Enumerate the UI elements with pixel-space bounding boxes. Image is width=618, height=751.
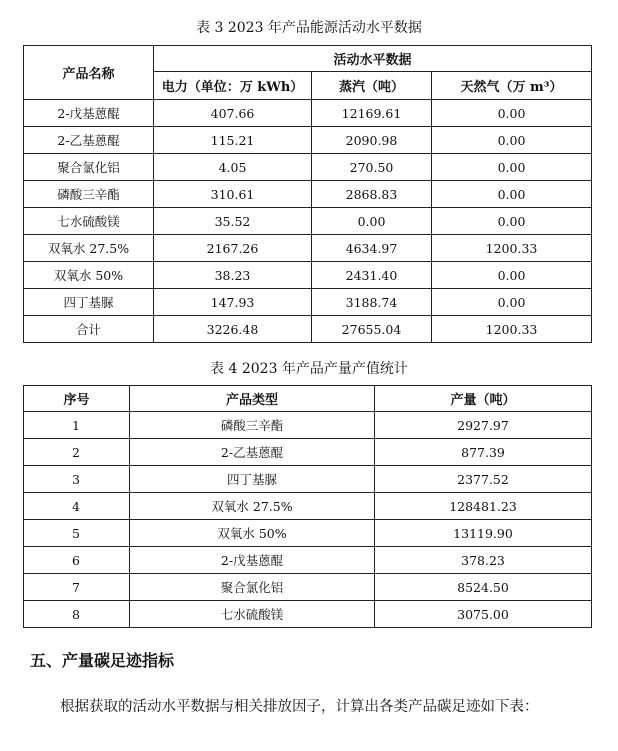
cell-output: 3075.00 <box>375 601 592 628</box>
body-paragraph: 根据获取的活动水平数据与相关排放因子，计算出各类产品碳足迹如下表： <box>60 699 539 715</box>
table-row <box>24 262 592 289</box>
table4-caption: 表 4 2023 年产品产量产值统计 <box>210 361 408 377</box>
cell-steam: 2431.40 <box>312 262 432 289</box>
cell-steam: 2090.98 <box>312 127 432 154</box>
cell-serial-no: 2 <box>24 439 130 466</box>
cell-electricity: 4.05 <box>154 154 312 181</box>
cell-product: 磷酸三辛酯 <box>24 181 154 208</box>
table-row <box>24 100 592 127</box>
cell-gas: 0.00 <box>432 262 592 289</box>
cell-product-type: 2-乙基蒽醌 <box>130 439 375 466</box>
cell-serial-no: 3 <box>24 466 130 493</box>
table-row <box>24 208 592 235</box>
cell-output: 8524.50 <box>375 574 592 601</box>
table4-output-stats <box>23 385 592 628</box>
table-row <box>24 547 592 574</box>
cell-gas: 0.00 <box>432 127 592 154</box>
cell-product: 2-乙基蒽醌 <box>24 127 154 154</box>
cell-output: 2377.52 <box>375 466 592 493</box>
cell-gas: 0.00 <box>432 181 592 208</box>
cell-electricity: 407.66 <box>154 100 312 127</box>
cell-serial-no: 7 <box>24 574 130 601</box>
table-row <box>24 154 592 181</box>
header-activity-data: 活动水平数据 <box>154 46 592 72</box>
cell-product-type: 双氧水 50% <box>130 520 375 547</box>
table-row <box>24 439 592 466</box>
header-product-type: 产品类型 <box>130 386 375 412</box>
table-row <box>24 235 592 262</box>
cell-product-type: 四丁基脲 <box>130 466 375 493</box>
cell-product-type: 双氧水 27.5% <box>130 493 375 520</box>
cell-steam: 27655.04 <box>312 316 432 343</box>
cell-product: 四丁基脲 <box>24 289 154 316</box>
table-row <box>24 181 592 208</box>
cell-steam: 0.00 <box>312 208 432 235</box>
table3-energy-activity <box>23 45 592 343</box>
cell-gas: 0.00 <box>432 208 592 235</box>
table-row <box>24 412 592 439</box>
cell-gas: 1200.33 <box>432 235 592 262</box>
table-row <box>24 127 592 154</box>
cell-gas: 1200.33 <box>432 316 592 343</box>
cell-product: 2-戊基蒽醌 <box>24 100 154 127</box>
cell-product-type: 七水硫酸镁 <box>130 601 375 628</box>
cell-steam: 4634.97 <box>312 235 432 262</box>
cell-gas: 0.00 <box>432 289 592 316</box>
cell-product: 七水硫酸镁 <box>24 208 154 235</box>
cell-output: 13119.90 <box>375 520 592 547</box>
cell-output: 877.39 <box>375 439 592 466</box>
header-output: 产量（吨） <box>375 386 592 412</box>
table-row <box>24 574 592 601</box>
table-total-row <box>24 316 592 343</box>
table3-caption: 表 3 2023 年产品能源活动水平数据 <box>196 20 422 36</box>
cell-steam: 12169.61 <box>312 100 432 127</box>
cell-product-type: 2-戊基蒽醌 <box>130 547 375 574</box>
table-row <box>24 289 592 316</box>
table-row <box>24 601 592 628</box>
cell-gas: 0.00 <box>432 154 592 181</box>
cell-product: 双氧水 27.5% <box>24 235 154 262</box>
cell-steam: 2868.83 <box>312 181 432 208</box>
header-serial-no: 序号 <box>24 386 130 412</box>
cell-product-type: 磷酸三辛酯 <box>130 412 375 439</box>
cell-serial-no: 1 <box>24 412 130 439</box>
cell-serial-no: 6 <box>24 547 130 574</box>
cell-product: 聚合氯化铝 <box>24 154 154 181</box>
header-natural-gas: 天然气（万 m³） <box>432 72 592 100</box>
header-steam: 蒸汽（吨） <box>312 72 432 100</box>
cell-output: 2927.97 <box>375 412 592 439</box>
cell-serial-no: 4 <box>24 493 130 520</box>
cell-electricity: 35.52 <box>154 208 312 235</box>
cell-serial-no: 5 <box>24 520 130 547</box>
cell-steam: 270.50 <box>312 154 432 181</box>
header-electricity: 电力（单位：万 kWh） <box>154 72 312 100</box>
cell-steam: 3188.74 <box>312 289 432 316</box>
cell-serial-no: 8 <box>24 601 130 628</box>
cell-electricity: 38.23 <box>154 262 312 289</box>
cell-total-label: 合计 <box>24 316 154 343</box>
cell-product-type: 聚合氯化铝 <box>130 574 375 601</box>
cell-electricity: 310.61 <box>154 181 312 208</box>
cell-electricity: 147.93 <box>154 289 312 316</box>
cell-product: 双氧水 50% <box>24 262 154 289</box>
cell-output: 378.23 <box>375 547 592 574</box>
cell-electricity: 3226.48 <box>154 316 312 343</box>
cell-output: 128481.23 <box>375 493 592 520</box>
table-row <box>24 493 592 520</box>
table-row <box>24 466 592 493</box>
header-product-name: 产品名称 <box>24 46 154 100</box>
cell-electricity: 115.21 <box>154 127 312 154</box>
cell-gas: 0.00 <box>432 100 592 127</box>
section-heading: 五、产量碳足迹指标 <box>30 651 175 670</box>
cell-electricity: 2167.26 <box>154 235 312 262</box>
table-row <box>24 520 592 547</box>
